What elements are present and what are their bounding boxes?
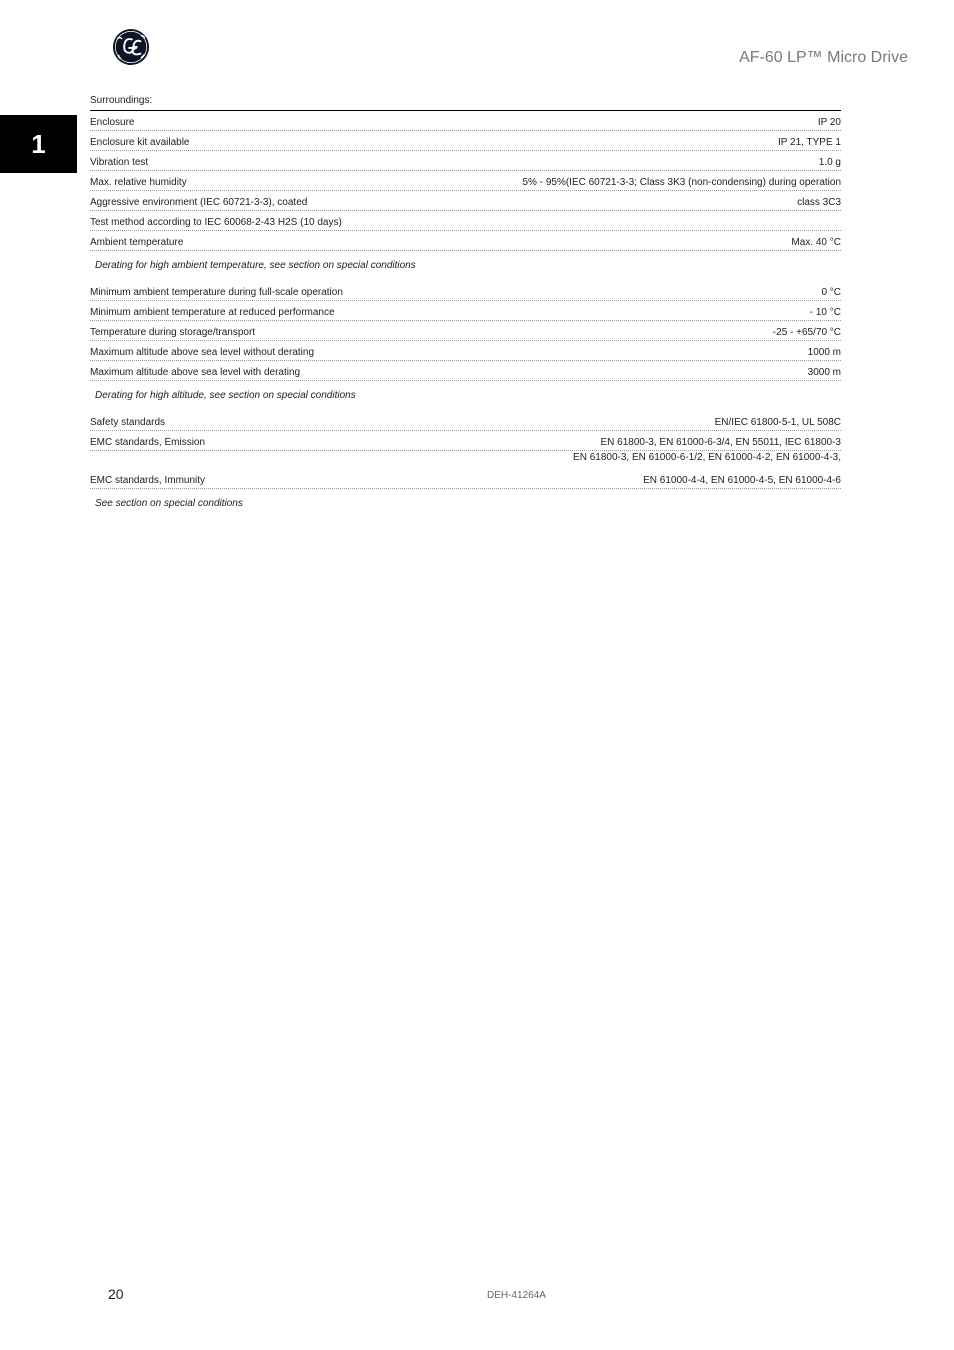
spec-label: Enclosure kit available xyxy=(90,137,190,148)
spec-value: EN/IEC 61800-5-1, UL 508C xyxy=(714,417,841,428)
spec-label: Aggressive environment (IEC 60721-3-3), coated xyxy=(90,197,308,208)
spec-row-altitude-no-derating xyxy=(90,341,841,361)
spec-value-line: EN 61800-3, EN 61000-6-1/2, EN 61000-4-2, EN 61000-4-3, xyxy=(573,452,841,463)
spec-row-aggressive-environment xyxy=(90,191,841,211)
spec-row-ambient-temperature xyxy=(90,231,841,251)
spec-value: IP 20 xyxy=(817,117,841,128)
note-altitude-derating: Derating for high altitude, see section on special conditions xyxy=(95,390,356,401)
spec-value: 5% - 95%(IEC 60721-3-3; Class 3K3 (non-condensing) during operation xyxy=(522,177,841,188)
page-number: 20 xyxy=(108,1286,124,1302)
spec-row-storage-temperature xyxy=(90,321,841,341)
document-title: AF-60 LP™ Micro Drive xyxy=(739,49,908,66)
spec-row-humidity xyxy=(90,171,841,191)
spec-value: 0 °C xyxy=(821,287,841,298)
spec-row-min-ambient-full-scale xyxy=(90,281,841,301)
surroundings-spec-table xyxy=(90,94,841,519)
spec-value xyxy=(573,451,841,487)
spec-row-enclosure-kit xyxy=(90,131,841,151)
spec-row-vibration xyxy=(90,151,841,171)
spec-value: Max. 40 °C xyxy=(791,237,841,248)
spec-row-test-method xyxy=(90,211,841,231)
spec-row-emc-emission xyxy=(90,431,841,451)
spec-row-enclosure xyxy=(90,111,841,131)
spec-label: Temperature during storage/transport xyxy=(90,327,256,338)
spec-label: Vibration test xyxy=(90,157,149,168)
spec-value: 3000 m xyxy=(807,367,841,378)
spec-label: Minimum ambient temperature at reduced performance xyxy=(90,307,335,318)
spec-row-safety-standards xyxy=(90,411,841,431)
spec-label: Test method according to IEC 60068-2-43 H2S (10 days) xyxy=(90,217,342,228)
spec-value: IP 21, TYPE 1 xyxy=(777,137,841,148)
spec-row-min-ambient-reduced xyxy=(90,301,841,321)
spec-label: EMC standards, Emission xyxy=(90,437,206,448)
note-ambient-derating: Derating for high ambient temperature, see section on special conditions xyxy=(95,260,416,271)
chapter-tab: 1 xyxy=(0,115,77,173)
document-id: DEH-41264A xyxy=(487,1290,546,1301)
spec-label: Enclosure xyxy=(90,117,135,128)
spec-label: Safety standards xyxy=(90,417,166,428)
spec-value: class 3C3 xyxy=(797,197,841,208)
section-caption: Surroundings: xyxy=(90,94,841,111)
spec-row-emc-immunity xyxy=(90,451,841,489)
note-special-conditions: See section on special conditions xyxy=(95,498,243,509)
spec-label: Max. relative humidity xyxy=(90,177,187,188)
spec-value: 1.0 g xyxy=(818,157,841,168)
spec-label: Minimum ambient temperature during full-scale operation xyxy=(90,287,343,298)
spec-value: EN 61800-3, EN 61000-6-3/4, EN 55011, IEC 61800-3 xyxy=(600,437,841,448)
spec-value: -25 - +65/70 °C xyxy=(772,327,841,338)
spec-label: Ambient temperature xyxy=(90,237,184,248)
spec-label: Maximum altitude above sea level with derating xyxy=(90,367,301,378)
spec-value: - 10 °C xyxy=(809,307,841,318)
spec-value: 1000 m xyxy=(807,347,841,358)
spec-label: EMC standards, Immunity xyxy=(90,475,206,486)
spec-label: Maximum altitude above sea level without derating xyxy=(90,347,315,358)
spec-value-line: EN 61000-4-4, EN 61000-4-5, EN 61000-4-6 xyxy=(643,475,841,486)
ge-logo-icon xyxy=(112,28,150,66)
spec-row-altitude-derating xyxy=(90,361,841,381)
